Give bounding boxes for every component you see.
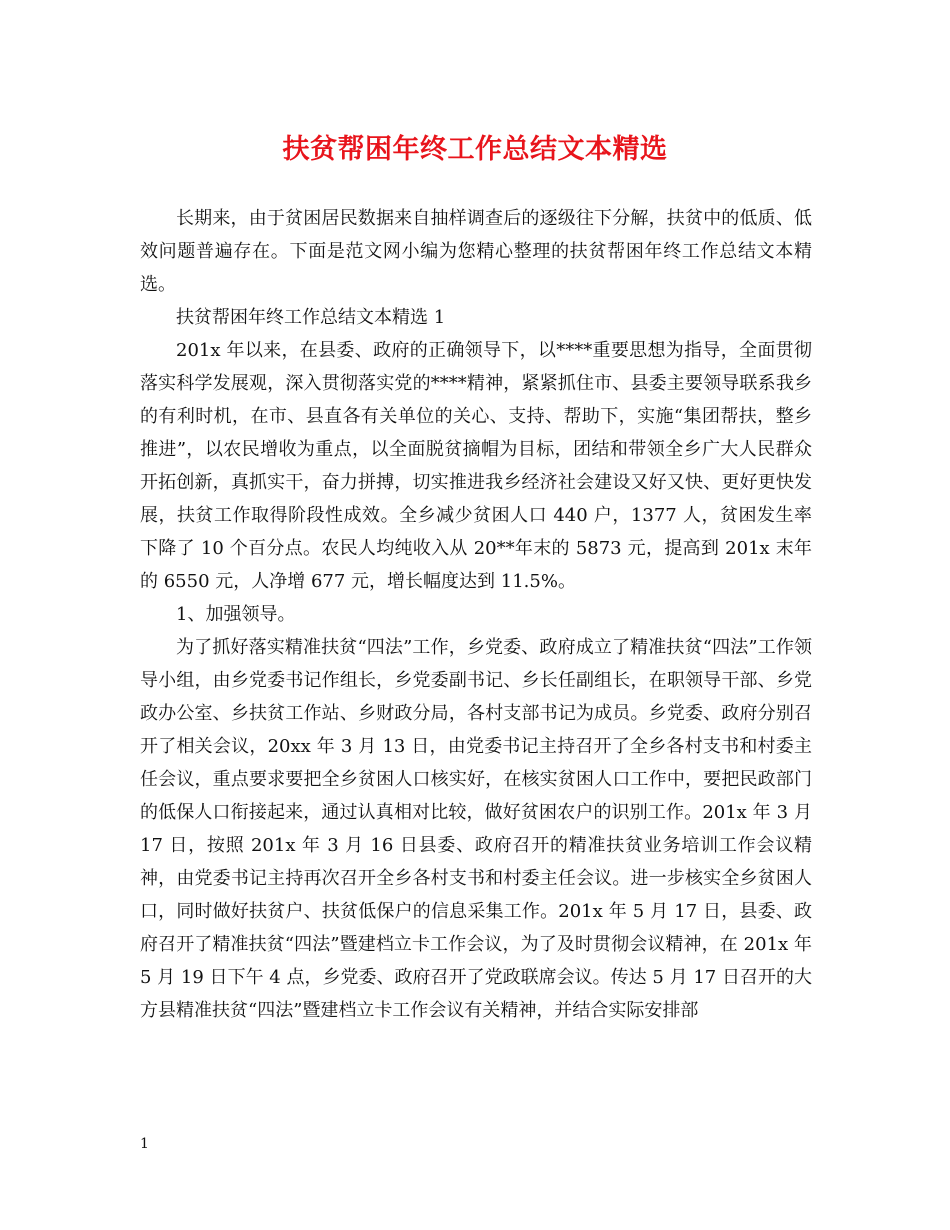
page-number: 1	[140, 1136, 149, 1152]
section-heading: 扶贫帮困年终工作总结文本精选 1	[176, 307, 446, 328]
document-title: 扶贫帮困年终工作总结文本精选	[282, 134, 668, 165]
intro-paragraph: 长期来，由于贫困居民数据来自抽样调查后的逐级往下分解，扶贫中的低质、低效问题普遍存在。下面是范文网小编为您精心整理的扶贫帮困年终工作总结文本精选。	[140, 208, 812, 295]
body-paragraph: 201x 年以来，在县委、政府的正确领导下，以****重要思想为指导，全面贯彻落实科学发展观，深入贯彻落实党的****精神，紧紧抓住市、县委主要领导联系我乡的有利时机，在市、县直各有关单位的关心、支持、帮助下，实施“集团帮扶，整乡推进”，以农民增收为重点，以全面脱贫摘帽为目标，团结和带领全乡广大人民群众开拓创新，真抓实干，奋力拼搏，切实推进我乡经济社会建设又好又快、更好更快发展，扶贫工作取得阶段性成效。全乡减少贫困人口 440 户，1377 人，贫困发生率下降了 10 个百分点。农民人均纯收入从 20**年末的 5873 元，提高到 201x 末年的 6550 元，人净增 677 元，增长幅度达到 11.5%。	[140, 340, 812, 592]
body-paragraph: 为了抓好落实精准扶贫“四法”工作，乡党委、政府成立了精准扶贫“四法”工作领导小组，由乡党委书记作组长，乡党委副书记、乡长任副组长，在职领导干部、乡党政办公室、乡扶贫工作站、乡财政分局，各村支部书记为成员。乡党委、政府分别召开了相关会议，20xx 年 3 月 13 日，由党委书记主持召开了全乡各村支书和村委主任会议，重点要求要把全乡贫困人口核实好，在核实贫困人口工作中，要把民政部门的低保人口衔接起来，通过认真相对比较，做好贫困农户的识别工作。201x 年 3 月 17 日，按照 201x 年 3 月 16 日县委、政府召开的精准扶贫业务培训工作会议精神，由党委书记主持再次召开全乡各村支书和村委主任会议。进一步核实全乡贫困人口，同时做好扶贫户、扶贫低保户的信息采集工作。201x 年 5 月 17 日，县委、政府召开了精准扶贫“四法”暨建档立卡工作会议，为了及时贯彻会议精神，在 201x 年 5 月 19 日下午 4 点，乡党委、政府召开了党政联席会议。传达 5 月 17 日召开的大方县精准扶贫“四法”暨建档立卡工作会议有关精神，并结合实际安排部	[140, 637, 812, 1021]
document-body	[140, 202, 812, 1027]
subsection-heading: 1、加强领导。	[176, 604, 296, 625]
